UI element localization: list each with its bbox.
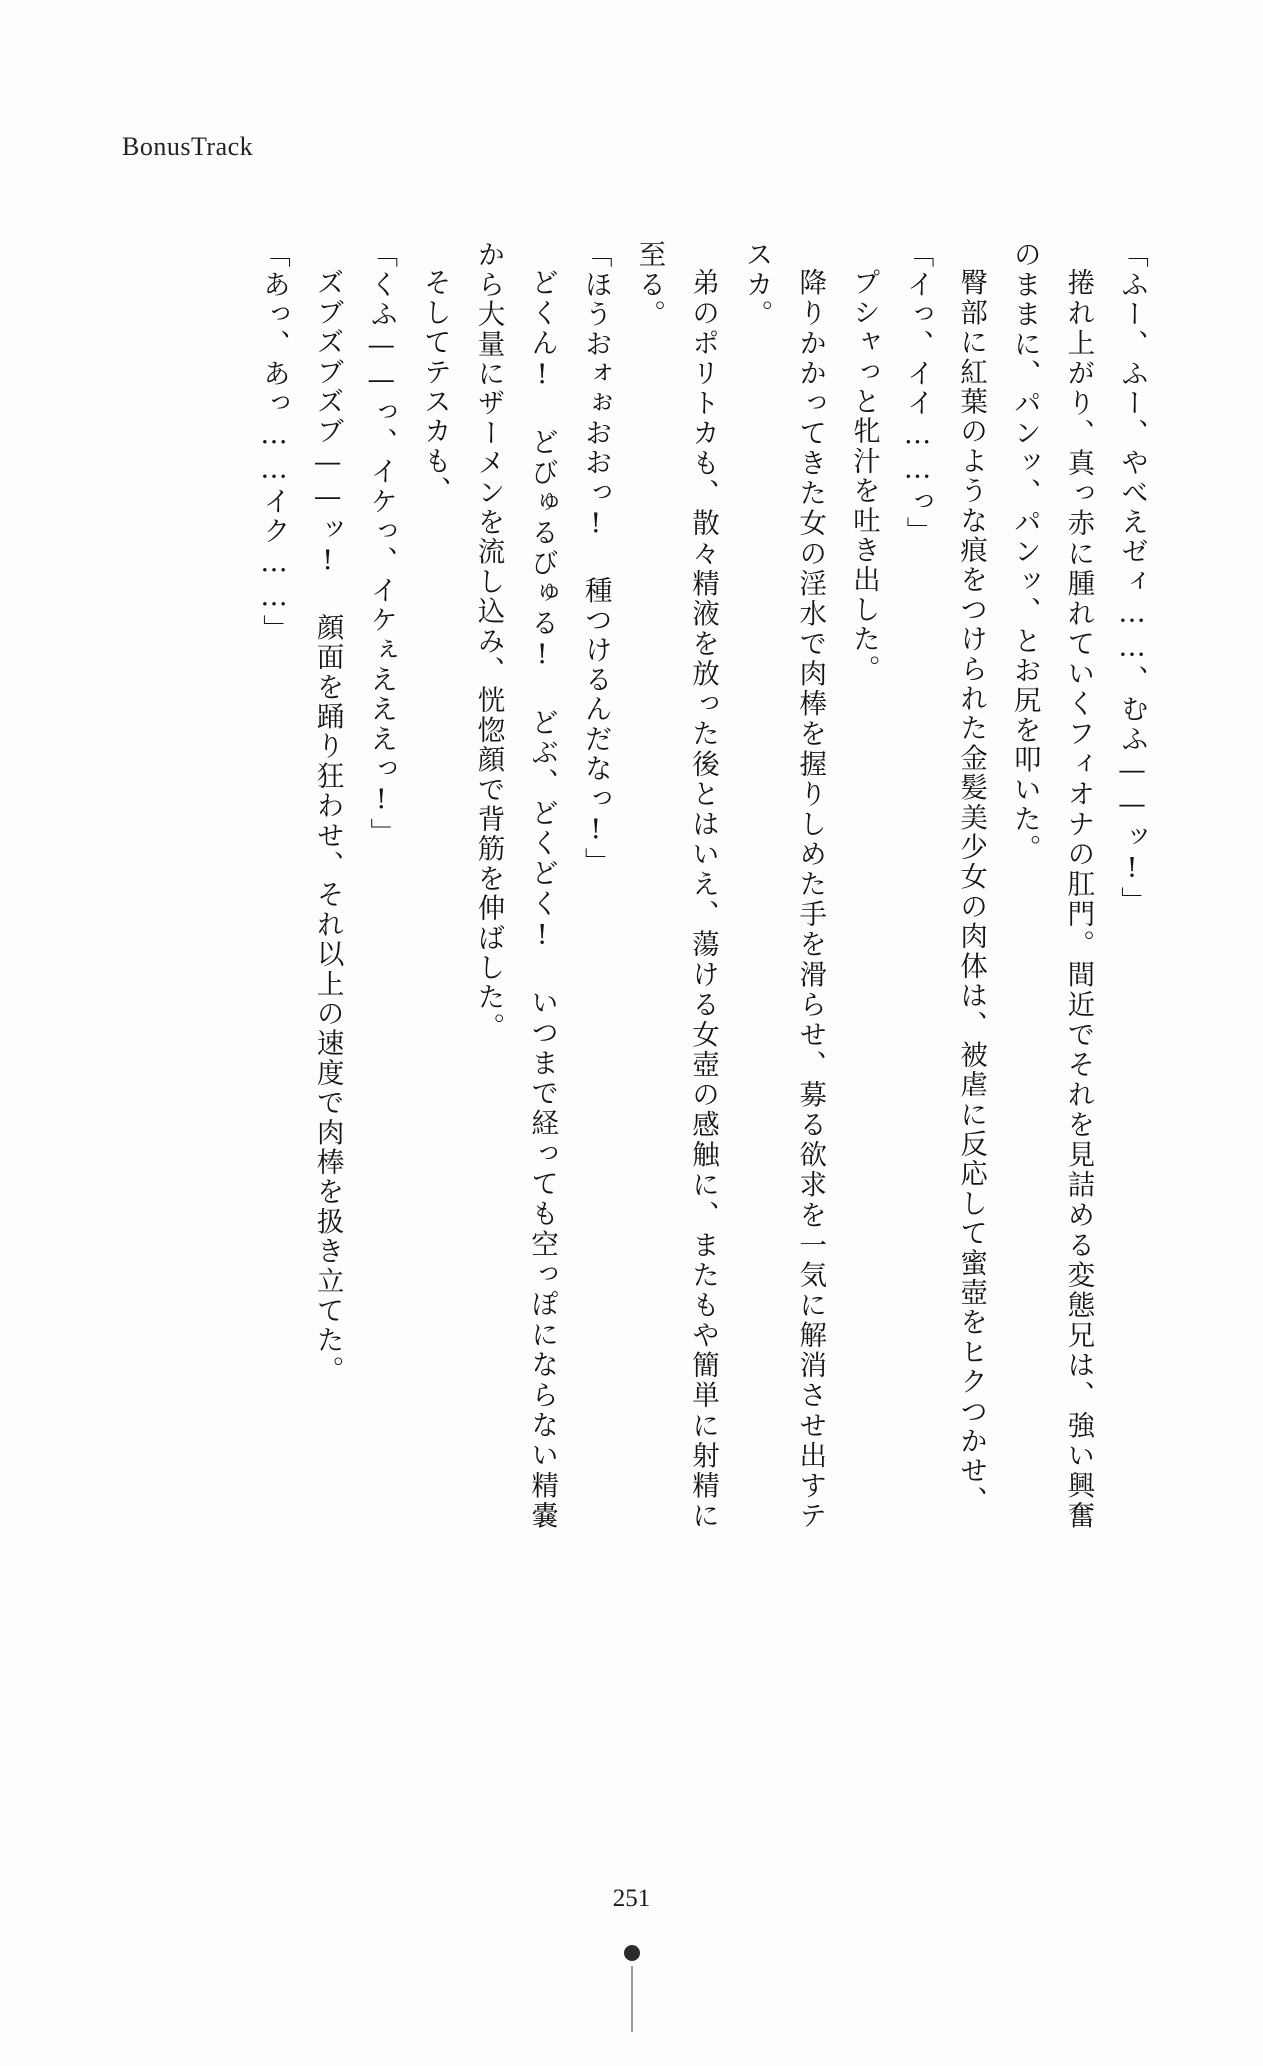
paragraph: プシャっと牝汁を吐き出した。 — [847, 267, 880, 684]
running-head: BonusTrack — [122, 132, 254, 161]
paragraph: ズブズブズブ——ッ! 顔面を踊り狂わせ、それ以上の速度で肉棒を扱き立てた。 — [311, 267, 344, 1385]
paragraph: どくん! どびゅるびゅる! どぶ、どくどく! いつまで経っても空っぽにならない精嚢から大量にザーメンを流し込み、恍惚顔で背筋を伸ばした。 — [472, 240, 559, 1530]
paragraph: 「あっ、あっ……イク……」 — [258, 240, 290, 645]
paragraph: 降りかかってきた女の淫水で肉棒を握りしめた手を滑らせ、募る欲求を一気に解消させ出すテスカ。 — [740, 240, 827, 1530]
paragraph: 「ほうおォぉおおっ! 種つけるんだなっ!」 — [579, 240, 612, 878]
paragraph: そしてテスカも、 — [418, 267, 451, 506]
page-body-text — [108, 240, 1158, 1530]
paragraph: 捲れ上がり、真っ赤に腫れていくフィオナの肛門。間近でそれを見詰める変態兄は、強い興奮のままに、パンッ、パンッ、とお尻を叩いた。 — [1008, 240, 1095, 1530]
footer-rule-ornament — [631, 1966, 633, 2032]
paragraph: 弟のポリトカも、散々精液を放った後とはいえ、蕩ける女壺の感触に、またもや簡単に射精に至る。 — [633, 240, 719, 1530]
paragraph: 「イっ、イイ……っ」 — [901, 240, 934, 546]
paragraph: 臀部に紅葉のような痕をつけられた金髪美少女の肉体は、被虐に反応して蜜壺をヒクつかせ、 — [955, 267, 988, 1515]
page-number: 251 — [612, 1885, 651, 1912]
paragraph: 「くふ——っ、イケっ、イケぇえええっ!」 — [365, 240, 398, 848]
footer-dot-ornament — [624, 1945, 640, 1961]
paragraph: 「ふー、ふー、やべえゼィ……、むふ——ッ!」 — [1116, 240, 1148, 916]
